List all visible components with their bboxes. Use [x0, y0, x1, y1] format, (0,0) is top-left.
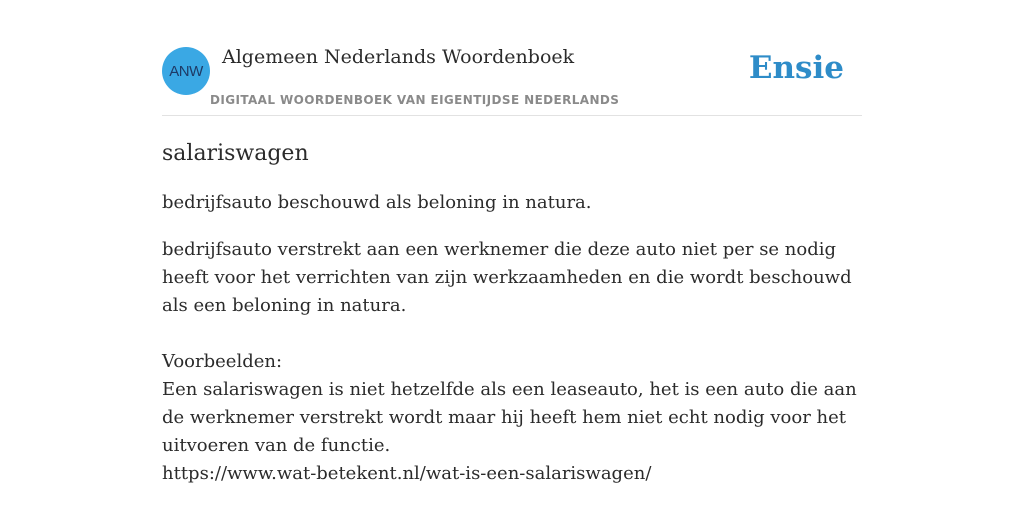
logo-text: ANW	[169, 62, 203, 80]
header	[162, 40, 862, 116]
example-text: Een salariswagen is niet hetzelfde als een leaseauto, het is een auto die aan de werknemer verstrekt wordt maar hij heeft hem niet echt nodig voor het uitvoeren van de functie.	[162, 379, 857, 456]
examples-section	[162, 348, 862, 488]
long-definition: bedrijfsauto verstrekt aan een werknemer die deze auto niet per se nodig heeft voor het verrichten van zijn werkzaamheden en die wordt beschouwd als een beloning in natura.	[162, 239, 852, 316]
examples-label: Voorbeelden:	[162, 351, 283, 372]
anw-logo[interactable]	[162, 47, 210, 95]
ensie-brand-logo[interactable]: Ensie	[748, 50, 844, 86]
headword: salariswagen	[162, 141, 309, 166]
dictionary-title[interactable]: Algemeen Nederlands Woordenboek	[222, 46, 575, 68]
dictionary-subtitle: DIGITAAL WOORDENBOEK VAN EIGENTIJDSE NEDERLANDS	[210, 93, 620, 107]
short-definition: bedrijfsauto beschouwd als beloning in natura.	[162, 192, 592, 213]
source-url: https://www.wat-betekent.nl/wat-is-een-salariswagen/	[162, 463, 652, 484]
entry-content	[162, 138, 862, 488]
